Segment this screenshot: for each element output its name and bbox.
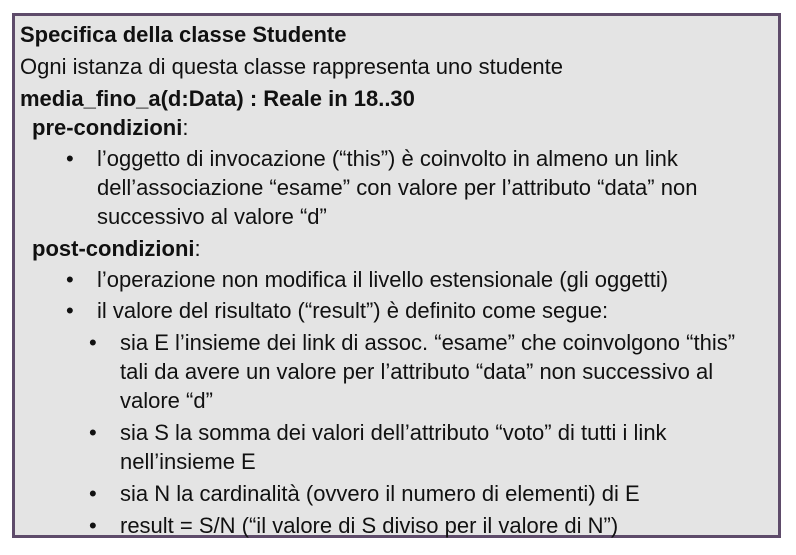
operation-signature: media_fino_a(d:Data) : Reale in 18..30 (20, 86, 415, 111)
sub-item-line: result = S/N (“il valore di S diviso per il valore di N”) (120, 513, 619, 538)
sub-item-line: tali da avere un valore per l’attributo “data” non successivo al (120, 359, 714, 384)
post-condition-sub-item (20, 479, 778, 508)
post-conditions-colon: : (194, 236, 201, 261)
post-condition-sub-item (20, 328, 778, 415)
bullet-icon: • (66, 146, 74, 171)
post-condition-sub-item (20, 418, 778, 476)
pre-condition-line: l’oggetto di invocazione (“this”) è coinvolto in almeno un link (97, 146, 678, 171)
pre-condition-line: successivo al valore “d” (97, 204, 327, 229)
post-condition-item (20, 265, 778, 294)
pre-conditions-colon: : (182, 115, 189, 140)
pre-conditions-heading (20, 113, 778, 142)
pre-conditions-label: pre-condizioni (32, 115, 183, 140)
bullet-icon: • (66, 267, 74, 292)
post-condition-item (20, 296, 778, 325)
pre-condition-item (20, 144, 778, 231)
bullet-icon: • (89, 481, 97, 506)
bullet-icon: • (89, 513, 97, 538)
post-conditions-heading (20, 234, 778, 263)
sub-item-line: sia S la somma dei valori dell’attributo “voto” di tutti i link (120, 420, 667, 445)
class-description: Ogni istanza di questa classe rappresenta uno studente (20, 54, 564, 79)
bullet-icon: • (66, 298, 74, 323)
class-specification-box (12, 13, 781, 538)
bullet-icon: • (89, 330, 97, 355)
post-condition-sub-item (20, 511, 778, 540)
post-condition-line: l’operazione non modifica il livello estensionale (gli oggetti) (97, 267, 669, 292)
sub-item-line: valore “d” (120, 388, 213, 413)
post-conditions-label: post-condizioni (32, 236, 195, 261)
sub-item-line: nell’insieme E (120, 449, 256, 474)
pre-condition-line: dell’associazione “esame” con valore per l’attributo “data” non (97, 175, 698, 200)
sub-item-line: sia E l’insieme dei link di assoc. “esame” che coinvolgono “this” (120, 330, 736, 355)
post-condition-line: il valore del risultato (“result”) è definito come segue: (97, 298, 609, 323)
bullet-icon: • (89, 420, 97, 445)
sub-item-line: sia N la cardinalità (ovvero il numero di elementi) di E (120, 481, 640, 506)
spec-title: Specifica della classe Studente (20, 22, 347, 47)
